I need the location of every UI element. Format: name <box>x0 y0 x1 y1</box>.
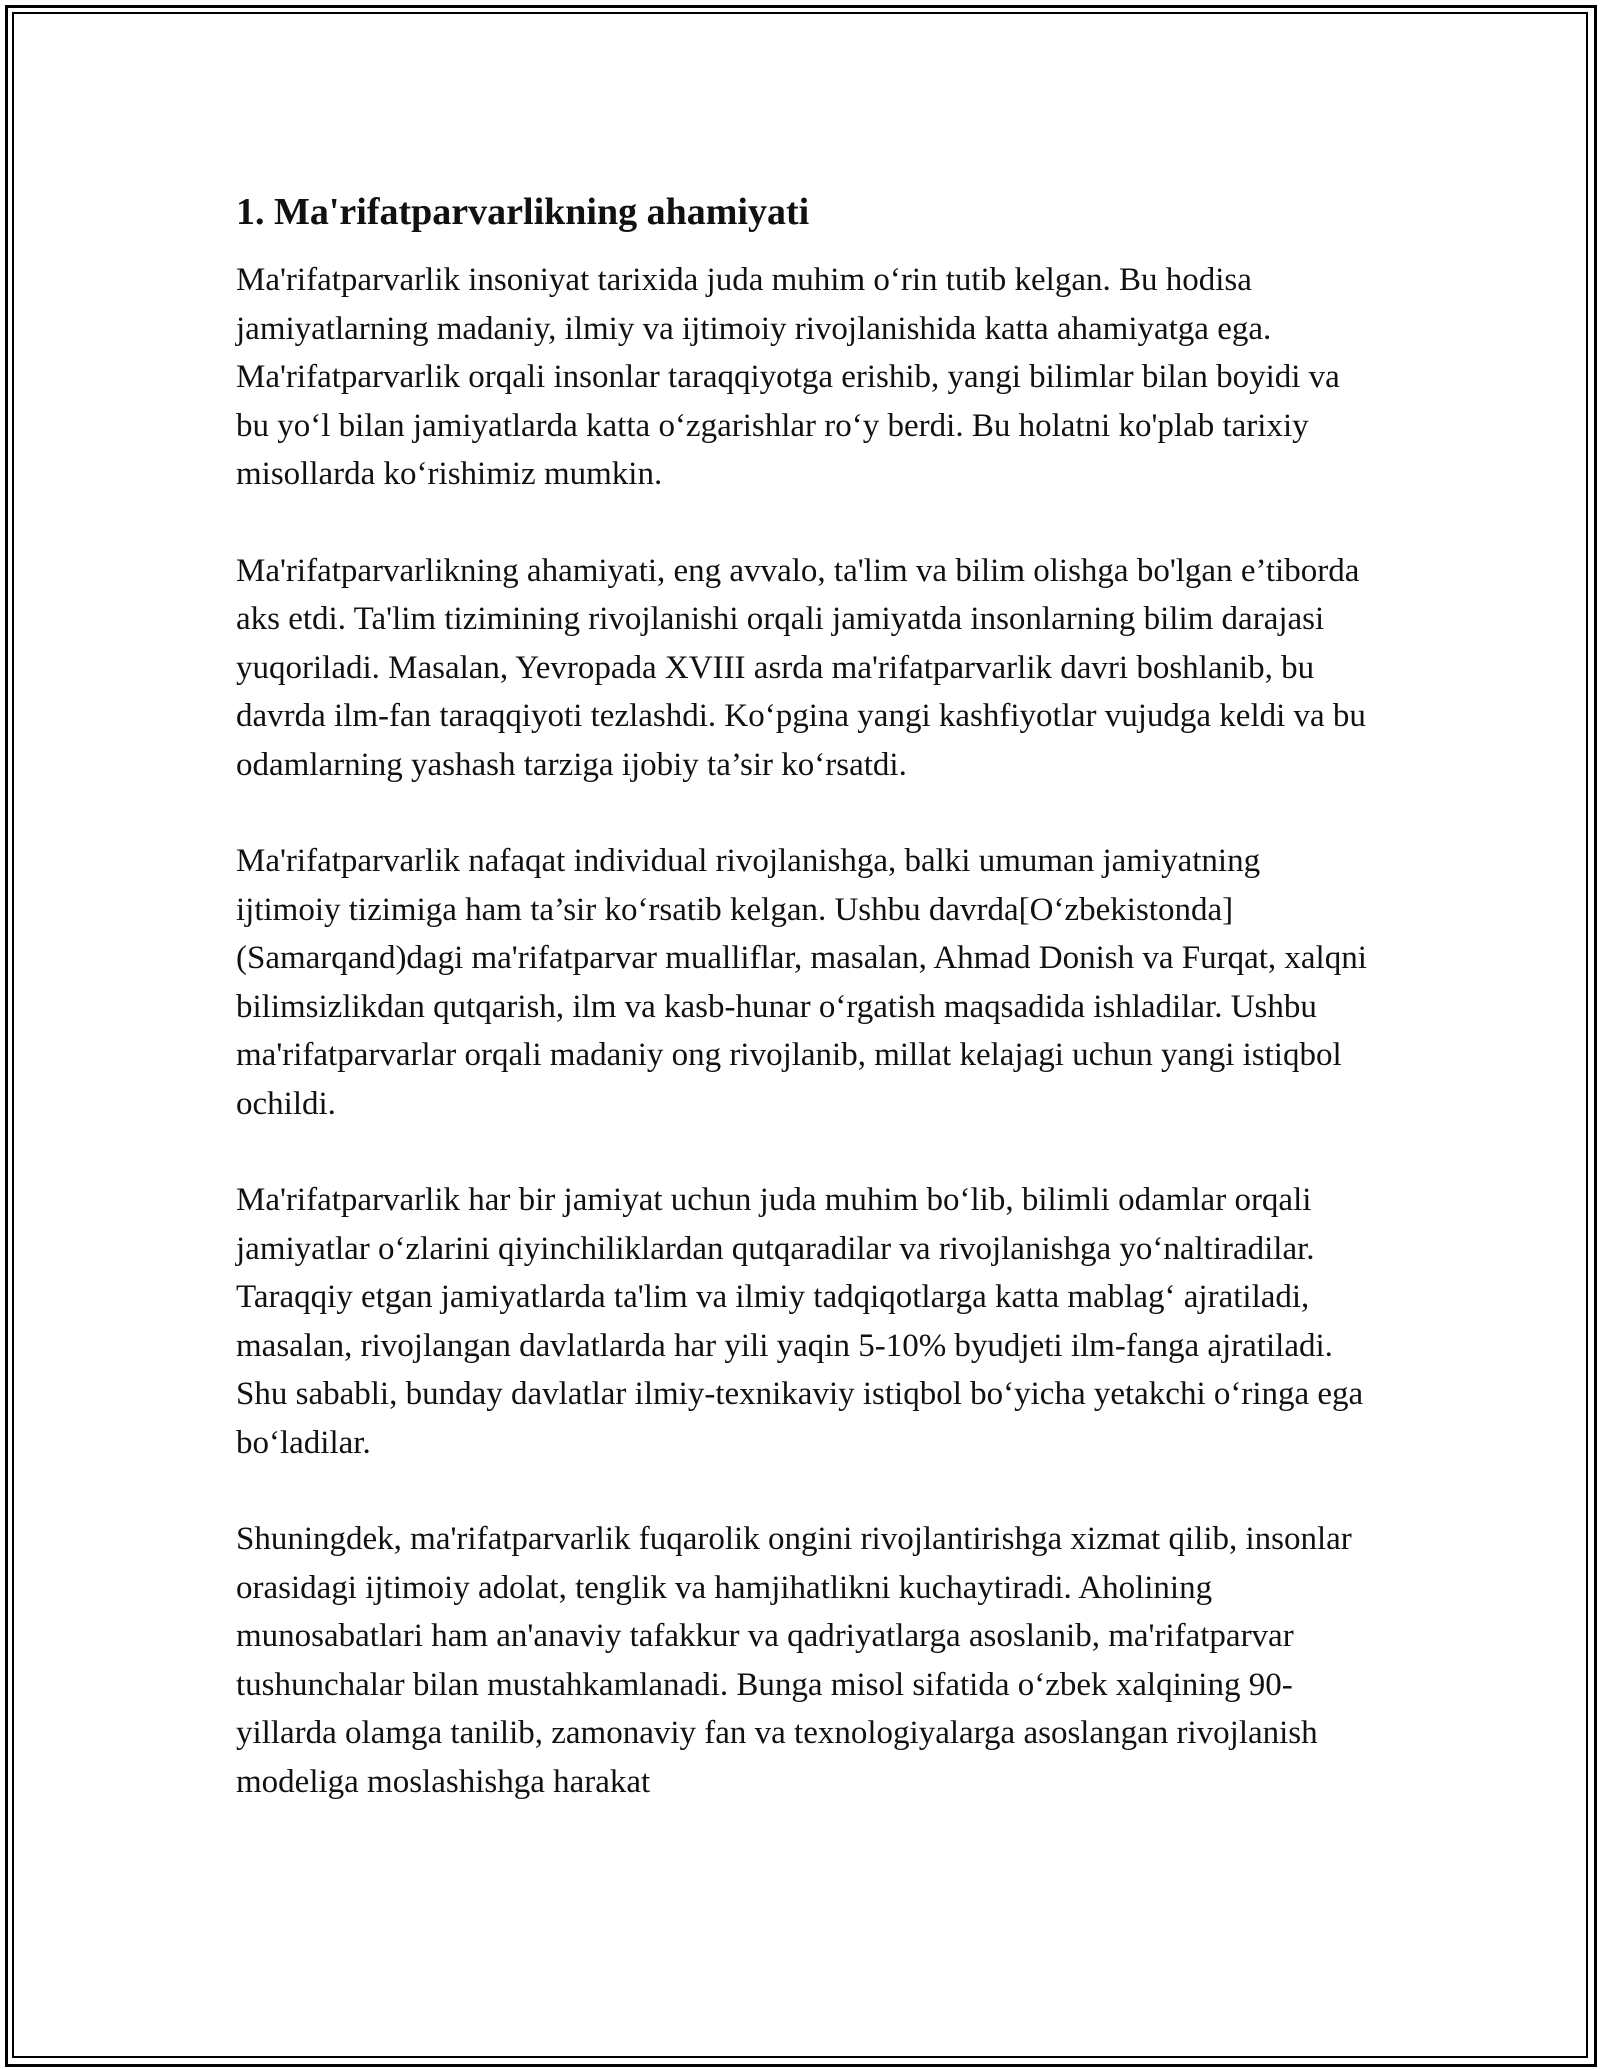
document-body <box>236 186 1371 1854</box>
paragraph-4: Ma'rifatparvarlik har bir jamiyat uchun juda muhim bo‘lib, bilimli odamlar orqali jamiyatlar o‘zlarini qiyinchiliklardan qutqaradilar va rivojlanishga yo‘naltiradilar. Taraqqiy etgan jamiyatlarda ta'lim va ilmiy tadqiqotlarga katta mablag‘ ajratiladi, masalan, rivojlangan davlatlarda har yili yaqin 5-10% byudjeti ilm-fanga ajratiladi. Shu sababli, bunday davlatlar ilmiy-texnikaviy istiqbol bo‘yicha yetakchi o‘ringa ega bo‘ladilar. <box>236 1182 1364 1461</box>
paragraph-2: Ma'rifatparvarlikning ahamiyati, eng avvalo, ta'lim va bilim olishga bo'lgan e’tiborda aks etdi. Ta'lim tizimining rivojlanishi orqali jamiyatda insonlarning bilim darajasi yuqoriladi. Masalan, Yevropada XVIII asrda ma'rifatparvarlik davri boshlanib, bu davrda ilm-fan taraqqiyoti tezlashdi. Ko‘pgina yangi kashfiyotlar vujudga keldi va bu odamlarning yashash tarziga ijobiy ta’sir ko‘rsatdi. <box>236 552 1366 783</box>
paragraph-1: Ma'rifatparvarlik insoniyat tarixida juda muhim o‘rin tutib kelgan. Bu hodisa jamiyatlarning madaniy, ilmiy va ijtimoiy rivojlanishida katta ahamiyatga ega. Ma'rifatparvarlik orqali insonlar taraqqiyotga erishib, yangi bilimlar bilan boyidi va bu yo‘l bilan jamiyatlarda katta o‘zgarishlar ro‘y berdi. Bu holatni ko'plab tarixiy misollarda ko‘rishimiz mumkin. <box>236 262 1340 492</box>
paragraph-3: Ma'rifatparvarlik nafaqat individual rivojlanishga, balki umuman jamiyatning ijtimoiy tizimiga ham ta’sir ko‘rsatib kelgan. Ushbu davrda[O‘zbekistonda](Samarqand)dagi ma'rifatparvar mualliflar, masalan, Ahmad Donish va Furqat, xalqni bilimsizlikdan qutqarish, ilm va kasb-hunar o‘rgatish maqsadida ishladilar. Ushbu ma'rifatparvarlar orqali madaniy ong rivojlanib, millat kelajagi uchun yangi istiqbol ochildi. <box>236 843 1367 1122</box>
section-heading: 1. Ma'rifatparvarlikning ahamiyati <box>236 191 810 233</box>
paragraph-5: Shuningdek, ma'rifatparvarlik fuqarolik ongini rivojlantirishga xizmat qilib, insonlar orasidagi ijtimoiy adolat, tenglik va hamjihatlikni kuchaytiradi. Aholining munosabatlari ham an'anaviy tafakkur va qadriyatlarga asoslanib, ma'rifatparvar tushunchalar bilan mustahkamlanadi. Bunga misol sifatida o‘zbek xalqining 90-yillarda olamga tanilib, zamonaviy fan va texnologiyalarga asoslangan rivojlanish modeliga moslashishga harakat <box>236 1521 1352 1800</box>
